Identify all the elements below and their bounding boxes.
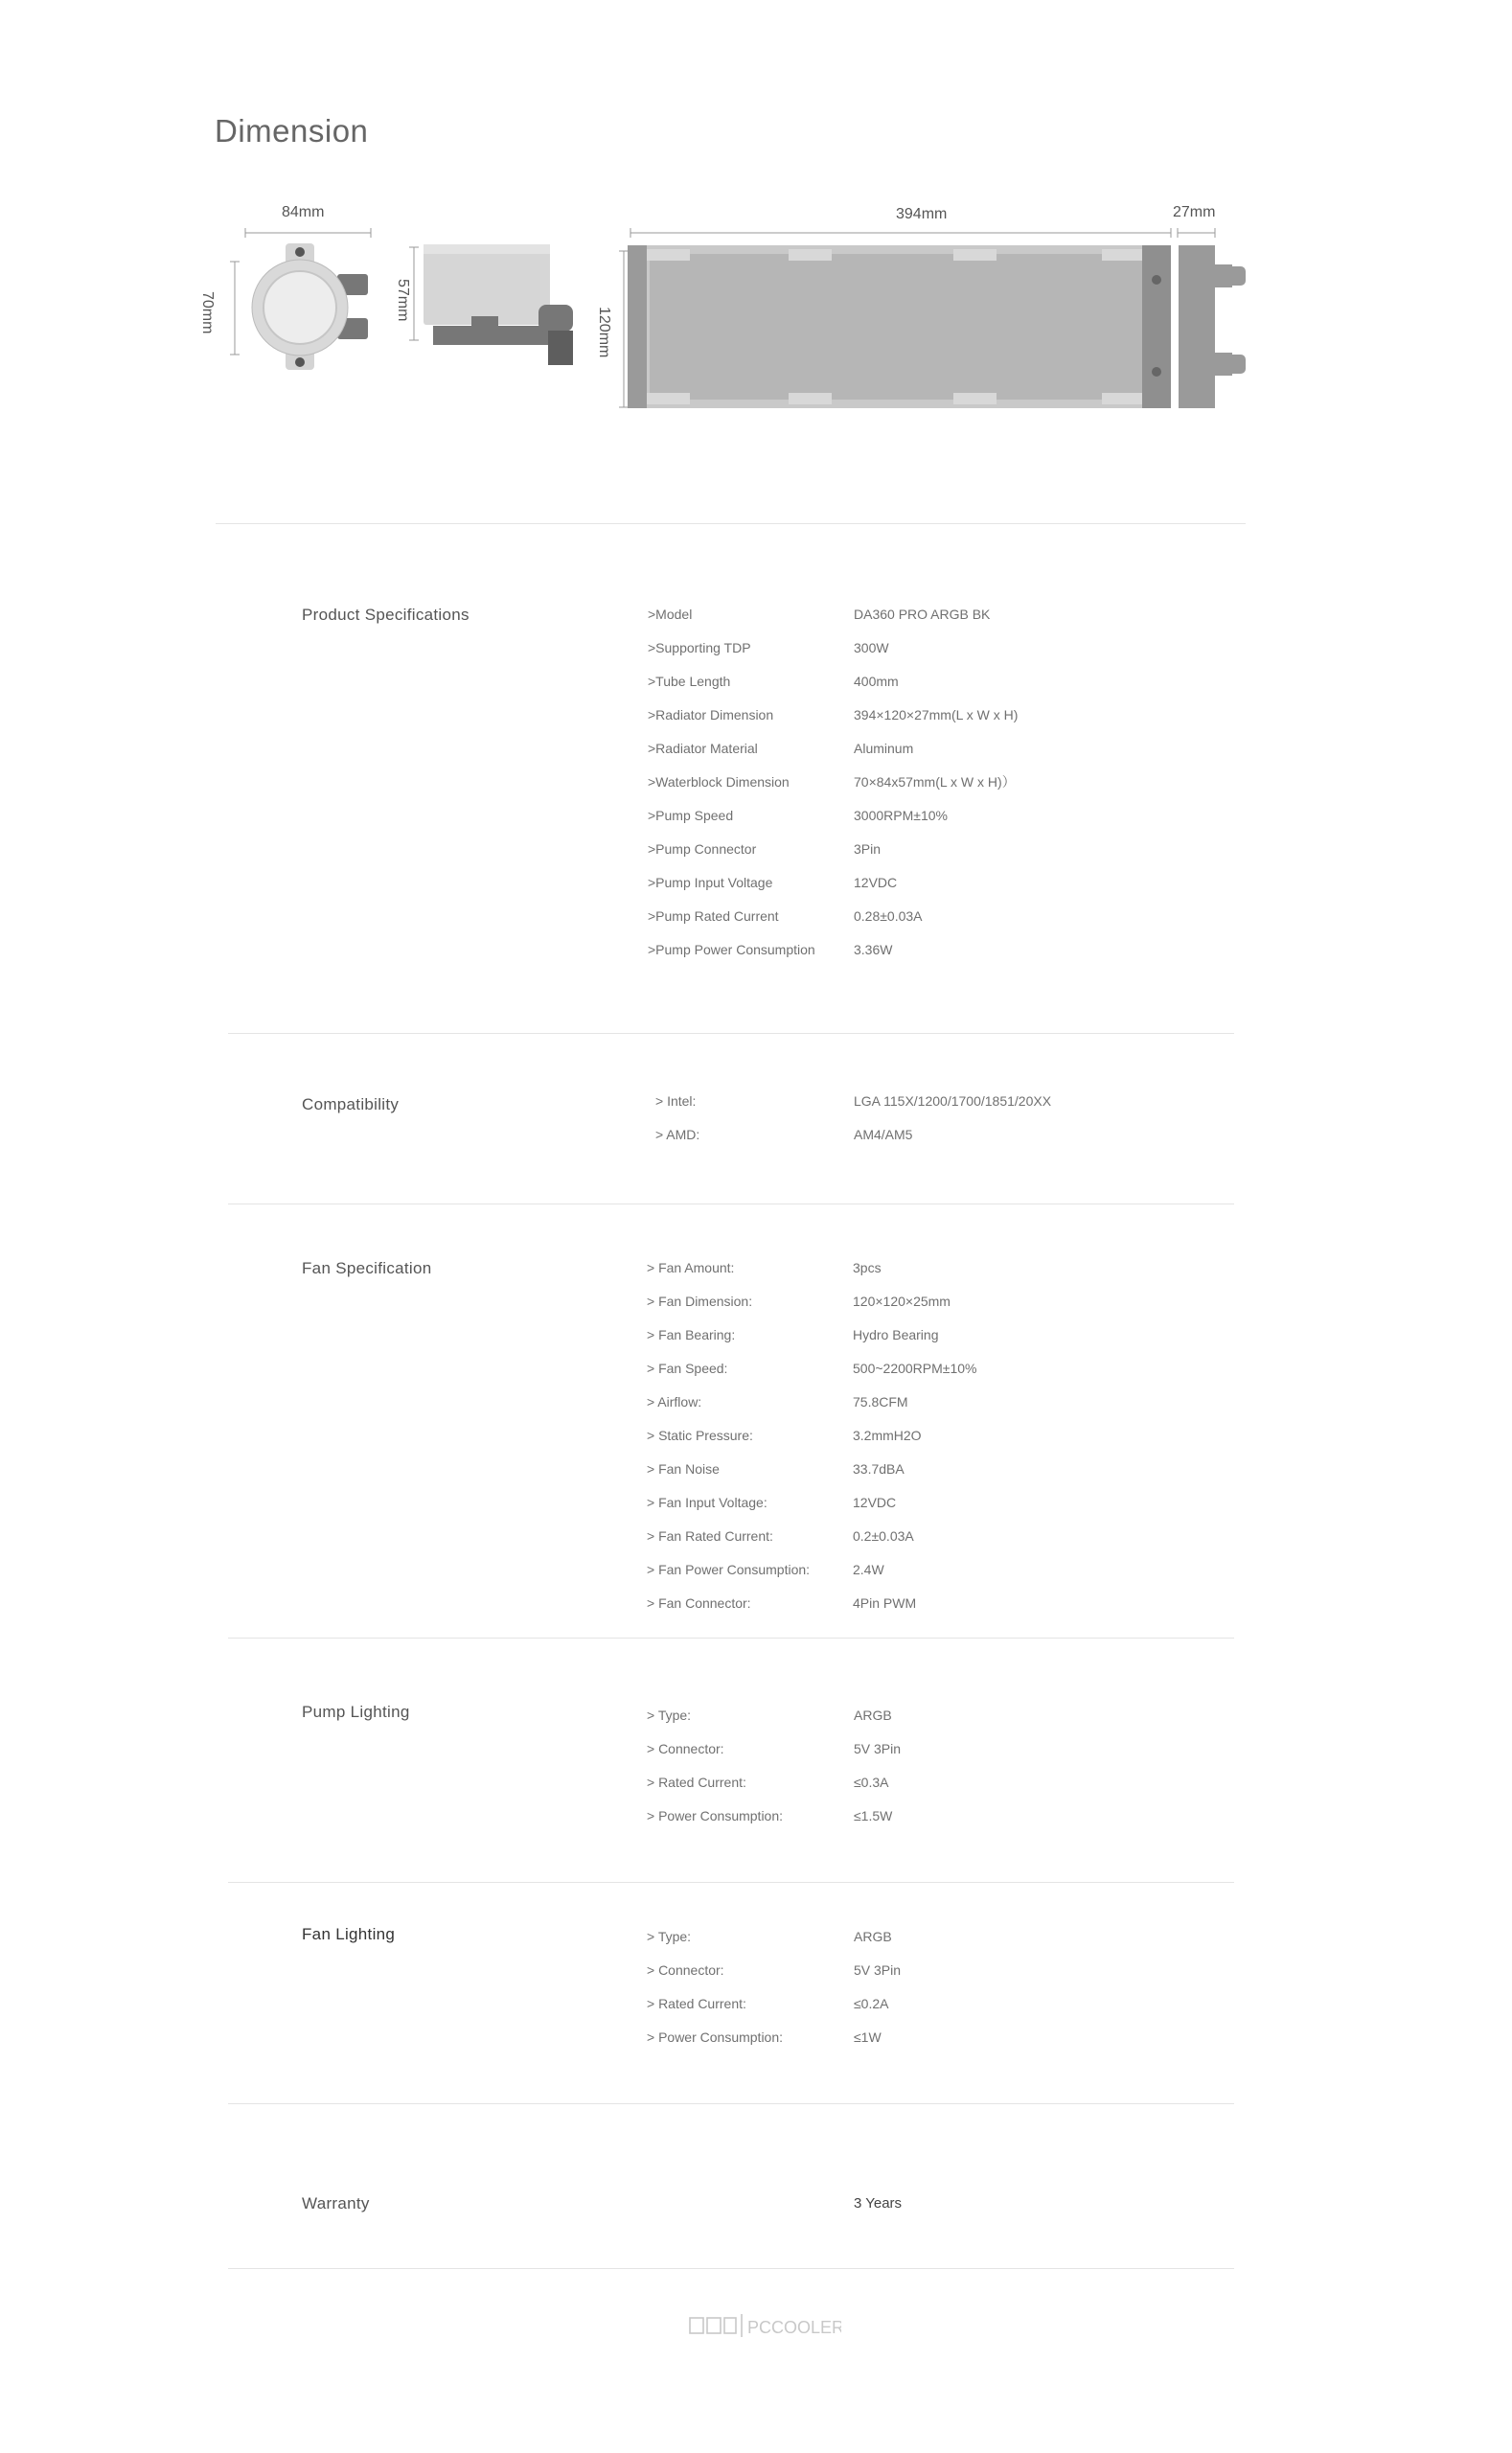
spec-key: >Pump Speed <box>648 808 734 823</box>
radiator-side-drawing <box>1178 228 1246 408</box>
divider <box>228 1033 1234 1034</box>
spec-value: 0.28±0.03A <box>854 908 923 924</box>
spec-key: >Pump Input Voltage <box>648 875 773 890</box>
spec-value: 500~2200RPM±10% <box>853 1361 977 1376</box>
spec-value: 3000RPM±10% <box>854 808 948 823</box>
spec-value: Aluminum <box>854 741 914 756</box>
spec-key: >Tube Length <box>648 674 731 689</box>
spec-value: ≤1.5W <box>854 1808 893 1823</box>
radiator-depth-label: 27mm <box>1173 204 1216 220</box>
dimension-drawing <box>0 0 1512 441</box>
spec-key: > Rated Current: <box>647 1775 746 1790</box>
spec-key: > Fan Connector: <box>647 1595 751 1611</box>
spec-key: >Waterblock Dimension <box>648 774 790 790</box>
spec-key: > Airflow: <box>647 1394 702 1410</box>
section-title-product-specifications: Product Specifications <box>302 606 470 624</box>
spec-key: > Fan Rated Current: <box>647 1528 773 1544</box>
waterblock-depth-label: 57mm <box>395 279 411 322</box>
pccooler-logo <box>688 2310 841 2343</box>
spec-key: > Rated Current: <box>647 1996 746 2011</box>
spec-key: > Fan Dimension: <box>647 1294 753 1309</box>
spec-key: >Radiator Material <box>648 741 758 756</box>
spec-key: >Model <box>648 607 693 622</box>
radiator-front-drawing <box>619 228 1171 408</box>
spec-key: >Pump Power Consumption <box>648 942 815 957</box>
spec-value: Hydro Bearing <box>853 1327 939 1342</box>
spec-key: > Connector: <box>647 1962 724 1978</box>
waterblock-width-label: 84mm <box>282 204 325 220</box>
spec-key: > Fan Speed: <box>647 1361 728 1376</box>
radiator-length-label: 394mm <box>896 206 948 222</box>
spec-value: 70×84x57mm(L x W x H)） <box>854 774 1016 790</box>
spec-key: > Fan Power Consumption: <box>647 1562 811 1577</box>
spec-value: 5V 3Pin <box>854 1741 902 1756</box>
spec-value: 5V 3Pin <box>854 1962 902 1978</box>
spec-key: >Pump Connector <box>648 841 757 857</box>
spec-key: > Connector: <box>647 1741 724 1756</box>
waterblock-front-drawing <box>230 228 371 370</box>
spec-key: >Pump Rated Current <box>648 908 779 924</box>
spec-value: 75.8CFM <box>853 1394 908 1410</box>
spec-value: 2.4W <box>853 1562 884 1577</box>
spec-value: 394×120×27mm(L x W x H) <box>854 707 1019 722</box>
spec-key: >Radiator Dimension <box>648 707 774 722</box>
spec-key: > Static Pressure: <box>647 1428 753 1443</box>
section-title-compatibility: Compatibility <box>302 1095 400 1113</box>
spec-value: DA360 PRO ARGB BK <box>854 607 991 622</box>
waterblock-side-drawing <box>409 244 573 365</box>
spec-key: > Fan Bearing: <box>647 1327 736 1342</box>
warranty-value: 3 Years <box>854 2195 903 2212</box>
section-title-fan-lighting: Fan Lighting <box>302 1925 396 1943</box>
spec-value: 3pcs <box>853 1260 882 1275</box>
spec-value: 120×120×25mm <box>853 1294 951 1309</box>
divider <box>228 1638 1234 1639</box>
spec-value: 12VDC <box>854 875 898 890</box>
spec-key: > Type: <box>647 1929 692 1944</box>
section-title-fan-specification: Fan Specification <box>302 1259 432 1277</box>
spec-value: LGA 115X/1200/1700/1851/20XX <box>854 1093 1052 1109</box>
spec-value: 4Pin PWM <box>853 1595 917 1611</box>
logo-text: PCCOOLER <box>747 2318 841 2337</box>
spec-key: >Supporting TDP <box>648 640 751 655</box>
spec-key: > Power Consumption: <box>647 1808 784 1823</box>
spec-value: ≤1W <box>854 2029 882 2045</box>
spec-value: ≤0.3A <box>854 1775 889 1790</box>
divider <box>228 1882 1234 1883</box>
spec-value: ARGB <box>854 1929 892 1944</box>
spec-value: 33.7dBA <box>853 1461 905 1477</box>
waterblock-height-label: 70mm <box>199 291 216 334</box>
spec-value: 400mm <box>854 674 899 689</box>
spec-value: 3.2mmH2O <box>853 1428 922 1443</box>
spec-value: 12VDC <box>853 1495 897 1510</box>
spec-value: 0.2±0.03A <box>853 1528 914 1544</box>
spec-key: > Fan Amount: <box>647 1260 735 1275</box>
divider <box>216 523 1246 524</box>
spec-key: > Fan Noise <box>647 1461 720 1477</box>
divider <box>228 2268 1234 2269</box>
spec-key: > Type: <box>647 1708 692 1723</box>
spec-key: > AMD: <box>655 1127 700 1142</box>
spec-value: 3.36W <box>854 942 893 957</box>
section-title-warranty: Warranty <box>302 2194 370 2212</box>
spec-key: > Intel: <box>655 1093 697 1109</box>
spec-value: 300W <box>854 640 889 655</box>
brand-logo-icon <box>688 2310 841 2343</box>
spec-value: 3Pin <box>854 841 882 857</box>
divider <box>228 2103 1234 2104</box>
spec-key: > Fan Input Voltage: <box>647 1495 767 1510</box>
dimension-title: Dimension <box>215 113 369 149</box>
spec-value: AM4/AM5 <box>854 1127 913 1142</box>
spec-value: ARGB <box>854 1708 892 1723</box>
section-title-pump-lighting: Pump Lighting <box>302 1703 410 1721</box>
spec-value: ≤0.2A <box>854 1996 889 2011</box>
radiator-height-label: 120mm <box>596 307 612 358</box>
spec-key: > Power Consumption: <box>647 2029 784 2045</box>
